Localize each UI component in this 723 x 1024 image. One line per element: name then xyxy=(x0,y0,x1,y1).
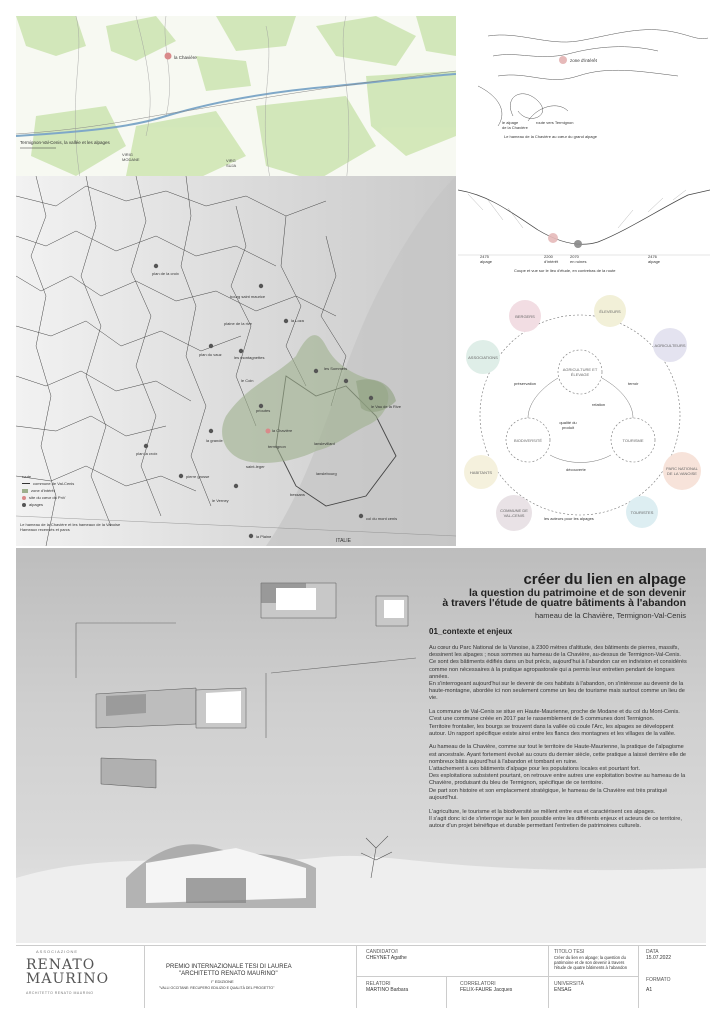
actor-habitants: HABITANTS xyxy=(464,455,498,489)
paragraph: L'agriculture, le tourisme et la biodiversité se mêlent entre eux et caractérisent ces alpages. Il s'agit donc ici de s'interroger sur le lien possible entre les différents enjeux et acteurs de ce territoire, autour d'un projet bénéfique et durable permettant l'entretien de patrimoines culturels. xyxy=(429,808,682,829)
correlatori-label: CORRELATORI xyxy=(460,981,496,987)
map-label-3: la Loza xyxy=(291,318,304,323)
renato-maurino-logo: RENATO MAURINO xyxy=(26,957,110,987)
poster-subtitle-1: la question du patrimoine et de son devenir xyxy=(468,587,686,599)
section-label-0: 2475 alpage xyxy=(480,254,493,264)
sketch1-label-2: route vers Termignon xyxy=(536,120,574,125)
prize-name: "ARCHITETTO RENATO MAURINO" xyxy=(179,971,278,977)
map-label-15: bessans xyxy=(290,492,305,497)
map-label-1: bourg saint maurice xyxy=(230,294,266,299)
map-label-5: les montagnettes xyxy=(234,355,265,360)
map-label-8: saint-leger xyxy=(246,464,265,469)
paragraph: Au hameau de la Chavière, comme sur tout le territoire de Haute-Maurienne, la pratique de l'alpagisme est ancestrale. Ayant fortement évolué au cours du dernier siècle, cette pratique a laissé derrière elle de nombreux bâtis aujourd'hui à l'abandon et tombant en ruine. L'attachement à ces bâtiments d'alpage pour les populations locales est pourtant fort. Des exploitations subsistent pourtant, on retrouve entre autres une exploitation bovine au hameau de la Chavière, produisant du bleu de Termignon, spécifique de ce territoire. De part son histoire et son emplacement stratégique, le hameau de la Chavière est très pratiqué aujourd'hui. xyxy=(429,744,687,801)
valley-map xyxy=(16,16,456,184)
relatori-label: RELATORI xyxy=(366,981,391,987)
link-qualite: qualité du produit xyxy=(559,420,577,430)
actor-commune: COMMUNE DE VAL-CENIS xyxy=(496,495,532,531)
universita-label: UNIVERSITÀ xyxy=(554,981,585,987)
actor-bergers: BERGERS xyxy=(509,300,541,332)
chaviere-label: la Chavière xyxy=(174,55,197,60)
theme-agriculture: AGRICULTURE ET ÉLEVAGE xyxy=(562,367,598,377)
section-label-2: 2070 en ruines xyxy=(570,254,587,264)
map-caption: Le hameau de la Chavière et les hameaux de la Vanoise Hameaux recensés et parcs xyxy=(20,522,121,532)
section-sketch xyxy=(458,180,710,275)
landscape-sketch-drawing xyxy=(458,16,710,144)
data-value: 15.07.2022 xyxy=(646,955,672,961)
map-label-20: col du mont cenis xyxy=(366,516,398,521)
link-terroir: terroir xyxy=(628,381,639,386)
actors-diagram xyxy=(458,290,710,540)
candidate-label: CANDIDATO/I xyxy=(366,949,398,955)
legend-item: alpages xyxy=(22,502,92,507)
map-label-21: la Plaine xyxy=(256,534,272,539)
map-label-7: termignon xyxy=(268,444,286,449)
formato-value: A1 xyxy=(646,987,653,993)
actor-eleveurs: ÉLEVEURS xyxy=(594,295,626,327)
titolo-text: Créer du lien en alpage; la question du patrimoine et de son devenir à travers l'étude de quatre bâtiments à l'abandon xyxy=(554,955,628,970)
map-label-9: plan la croix xyxy=(136,451,158,456)
prize-theme: "VALLI OCCITANE: RECUPERO EDILIZIO E QUALITÀ DEL PROGETTO" xyxy=(159,986,275,990)
map-label-13: lanslebourg xyxy=(316,471,337,476)
map-label-6: le Coin xyxy=(241,378,254,383)
theme-biodiversite: BIODIVERSITÉ xyxy=(513,437,542,443)
theme-tourisme: TOURISME xyxy=(622,437,644,443)
body-text xyxy=(429,645,691,837)
actor-associations: ASSOCIATIONS xyxy=(466,340,500,374)
section-label-1: 2200 d'intérêt xyxy=(544,254,559,264)
diagram-caption: les acteurs pour les alpages xyxy=(544,516,594,521)
map-label-11: pierre grosse xyxy=(186,474,210,479)
section-caption: Coupe et vue sur le lieu d'étude, en contrebas de la route xyxy=(514,268,616,273)
legend-item: zone d'intérêt xyxy=(22,488,92,493)
map-label-10: les Sommets xyxy=(324,366,348,371)
map-label-chaviere: la Chavière xyxy=(272,428,293,433)
map-label-4: plan du vauz xyxy=(199,352,222,357)
actor-parc: PARC NATIONAL DE LA VANOISE xyxy=(663,452,701,490)
prize-edition: I° EDIZIONE xyxy=(211,979,234,984)
sketch1-caption: Le hameau de la Chavière au cœur du grand alpage xyxy=(504,134,597,139)
legend-title: route xyxy=(22,474,32,479)
map-label-17: le Vau de la Rive xyxy=(371,404,401,409)
village-label-modane: VIRIG MODANE xyxy=(122,152,140,162)
association-label: ASSOCIAZIONE xyxy=(36,949,79,954)
relatori-name: MARTINO Barbara xyxy=(366,987,409,993)
poster-title: créer du lien en alpage xyxy=(523,571,686,588)
valley-map-caption: Termignon-Val-Cenis, la vallée et les alpages xyxy=(20,140,110,145)
footer-cartouche xyxy=(16,945,706,1007)
territory-map xyxy=(16,176,456,546)
legend-item: site du cœur du PnV xyxy=(22,495,92,500)
prize-title: PREMIO INTERNAZIONALE TESI DI LAUREA xyxy=(166,964,292,970)
titolo-label: TITOLO TESI xyxy=(554,949,585,955)
actor-agriculteurs: AGRICULTEURS xyxy=(653,328,687,362)
map-label-12: la grande xyxy=(206,438,223,443)
link-preservation: préservation xyxy=(514,381,537,386)
data-label: DATA xyxy=(646,949,659,955)
poster-title-block xyxy=(380,572,686,620)
link-relation: relation xyxy=(592,402,606,407)
actor-touristes: TOURISTES xyxy=(626,496,658,528)
sketch1-label-0: zone d'intérêt xyxy=(570,58,597,63)
map-label-16: plan de la croix xyxy=(152,271,179,276)
universita-name: ENSAG xyxy=(554,987,572,993)
landscape-sketch xyxy=(458,16,710,144)
paragraph: Au cœur du Parc National de la Vanoise, à 2300 mètres d'altitude, des bâtiments de pierres, massifs, dessinent les alpages ; nous sommes au hameau de la Chavière, au-dessus de Termignon-Val-Cenis. Ce sont des bâtiments édifiés dans un but précis, aujourd'hui à l'abandon car en indivision et considérés comme non nécessaires à la pratique agropastorale qui a permis leur entretien pendant de longues années. En s'interrogeant aujourd'hui sur le devenir de ces habitats à l'abandon, on s'intéresse au devenir de la haute-montagne, abordée ici non seulement comme un lieu de tourisme mais surtout comme un lieu de vie. xyxy=(429,645,687,702)
map-label-italie: ITALIE xyxy=(336,538,351,544)
correlatori-name: FELIX-FAURE Jacques xyxy=(460,987,513,993)
village-label-suja: VIRG SUJA xyxy=(226,158,237,168)
map-label-19: le Verney xyxy=(212,498,229,503)
map-legend xyxy=(22,474,92,507)
paragraph: La commune de Val-Cenis se situe en Haute-Maurienne, proche de Modane et du col du Mont-Cenis. C'est une commune créée en 2017 par le rassemblement de 5 communes dont Termignon. Territoire frontalier, les bourgs se trouvent dans la vallée où coule l'Arc, les alpages se développent autour. Un rapport spécifique existe ainsi entre les flancs des montagnes et les villages de la vallée. xyxy=(429,709,680,737)
map-label-18: prioutes xyxy=(256,408,271,413)
candidate-name: CHEYNET Agathe xyxy=(366,955,407,961)
map-label-2: plaine de la rive xyxy=(224,321,253,326)
poster-subtitle-2: à travers l'étude de quatre bâtiments à l'abandon xyxy=(442,597,686,609)
section-heading: 01_contexte et enjeux xyxy=(429,627,513,636)
logo-subtitle: ARCHITETTO RENATO MAURINO xyxy=(26,991,94,995)
link-decouverte: découverte xyxy=(566,467,586,472)
legend-item: commune de Val-Cenis xyxy=(22,481,92,486)
map-label-14: lanslevillard xyxy=(314,441,335,446)
sketch1-label-1: le alpage de la Chavière xyxy=(502,120,528,130)
formato-label: FORMATO xyxy=(646,977,671,983)
poster-location: hameau de la Chavière, Termignon-Val-Cenis xyxy=(534,611,686,620)
section-label-3: 2476 alpage xyxy=(648,254,661,264)
